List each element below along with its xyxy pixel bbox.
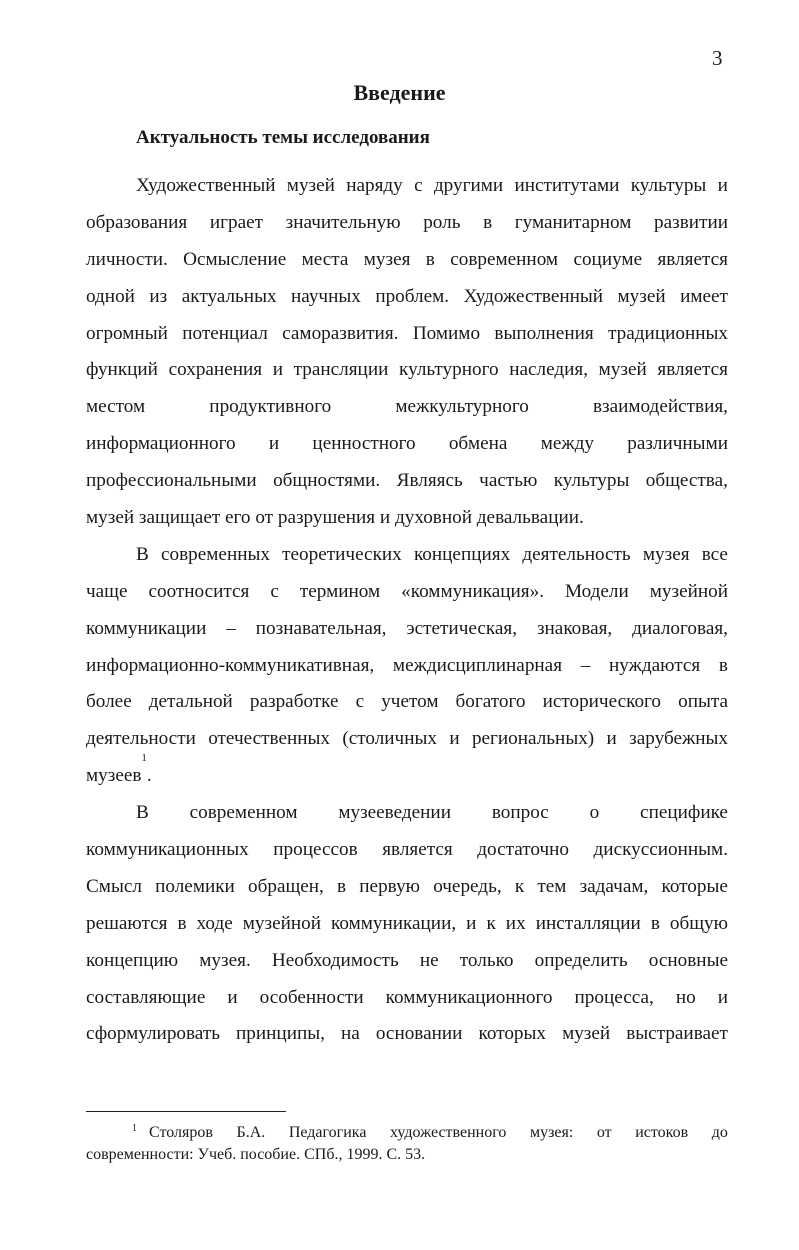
word: процесса, (574, 986, 654, 1008)
text-line (86, 869, 728, 906)
word: информационного (86, 433, 236, 455)
word: наряду (346, 175, 403, 196)
word: художественного (389, 1124, 507, 1141)
word: музей (286, 175, 335, 196)
word: учетом (381, 691, 439, 713)
word: Необходимость (271, 949, 399, 971)
word: (столичных (342, 728, 437, 750)
word: очередь, (433, 875, 502, 897)
footnote-text: современности: Учеб. пособие. СПб., 1999. С. 53. (86, 1146, 426, 1163)
text-line (86, 426, 728, 463)
word: в (177, 912, 187, 934)
word: опыта (678, 691, 728, 713)
text-line (86, 389, 728, 426)
footnote-start (132, 1122, 213, 1144)
word: деятельности (86, 728, 196, 750)
footnote-line (86, 1122, 728, 1144)
word: соотносится (148, 580, 250, 602)
word: особенности (259, 986, 364, 1008)
word: с (414, 175, 423, 196)
word: Художественный (463, 285, 604, 307)
word: на (341, 1023, 360, 1045)
word: развитии (654, 211, 728, 233)
word: в (718, 654, 728, 676)
word: частью (479, 470, 538, 492)
word: ходе (196, 912, 233, 934)
word: коммуникационного (385, 986, 553, 1008)
word: в (483, 211, 493, 233)
text-line (86, 1016, 728, 1053)
word: определить (534, 949, 628, 971)
text-line (86, 316, 728, 353)
word: музея (363, 248, 411, 270)
word: музейной (242, 912, 321, 934)
page-title: Введение (353, 80, 446, 105)
word: знаковая, (536, 617, 613, 639)
word: выполнения (494, 322, 594, 344)
text-line (86, 537, 728, 574)
paragraph-3 (86, 795, 728, 1053)
word: в (337, 875, 347, 897)
word: эстетическая, (406, 617, 518, 639)
text-line (86, 752, 728, 795)
word: и (606, 728, 617, 750)
word: другими (433, 175, 504, 196)
word: о (589, 802, 600, 824)
word: дискуссионным. (593, 839, 728, 861)
text-line (86, 168, 728, 205)
word: с (270, 580, 279, 602)
word: и (272, 359, 283, 381)
word: и (466, 912, 477, 934)
word: продуктивного (209, 396, 332, 418)
footnote-divider (86, 1111, 286, 1112)
footnote-line (86, 1144, 728, 1166)
word: но (675, 986, 696, 1008)
word: культуры (553, 470, 630, 492)
word: тем (537, 875, 567, 897)
word: зарубежных (629, 728, 728, 750)
word: музейной (649, 580, 728, 602)
word: региональных) (471, 728, 595, 750)
word: наследия, (509, 359, 589, 381)
word: Модели (565, 580, 629, 602)
footnote (86, 1122, 728, 1166)
word: музея: (529, 1124, 574, 1141)
word: общностями. (273, 470, 381, 492)
body-text (86, 168, 728, 1053)
footnote-reference[interactable]: 1 (141, 752, 147, 765)
text-line (86, 980, 728, 1017)
word: функций (86, 359, 158, 381)
text-line (86, 906, 728, 943)
word: в (650, 912, 660, 934)
text-line (86, 352, 728, 389)
word: достаточно (477, 839, 569, 861)
word: от (596, 1124, 612, 1141)
word: не (419, 949, 439, 971)
word: выстраивает (626, 1023, 728, 1045)
word: личности. (86, 248, 168, 270)
word: специфике (640, 802, 728, 824)
word: Столяров (149, 1124, 213, 1141)
word: концепциях (413, 543, 511, 565)
word: коммуникации, (331, 912, 457, 934)
word: полемики (155, 875, 235, 897)
word: основании (375, 1023, 463, 1045)
word: из (149, 285, 168, 307)
word: огромный (86, 322, 168, 344)
word: Художественный (136, 175, 276, 196)
text-line (86, 500, 728, 537)
text-line (86, 574, 728, 611)
word: актуальных (181, 285, 277, 307)
word: с (355, 691, 365, 713)
word: до (711, 1124, 728, 1141)
word: решаются (86, 912, 168, 934)
word: Смысл (86, 875, 142, 897)
text-line (86, 242, 728, 279)
word: обмена (448, 433, 508, 455)
word: истоков (635, 1124, 689, 1141)
word: чаще (86, 580, 128, 602)
word: места (301, 248, 349, 270)
word: составляющие (86, 986, 206, 1008)
word: музей (598, 359, 647, 381)
word: музея (642, 543, 690, 565)
word: играет (209, 211, 263, 233)
word: первую (359, 875, 420, 897)
word: музей (562, 1023, 611, 1045)
word: деятельность (522, 543, 631, 565)
word: термином (299, 580, 381, 602)
word: богатого (455, 691, 526, 713)
text-line (86, 463, 728, 500)
word: В (136, 802, 149, 824)
word: является (657, 248, 728, 270)
word: диалоговая, (632, 617, 728, 639)
line-text: музей защищает его от разрушения и духовной девальвации. (86, 507, 584, 529)
word: вопрос (491, 802, 549, 824)
word: между (540, 433, 594, 455)
word: нуждаются (609, 654, 701, 676)
word: обращен, (248, 875, 324, 897)
word: гуманитарном (514, 211, 632, 233)
word: проблем. (375, 285, 450, 307)
word: потенциал (182, 322, 268, 344)
word: межкультурного (395, 396, 529, 418)
word: и (717, 986, 728, 1008)
word: является (657, 359, 728, 381)
word: коммуникационных (86, 839, 249, 861)
word: Педагогика (288, 1124, 367, 1141)
word: и (449, 728, 460, 750)
word: общества, (645, 470, 728, 492)
paragraph-1 (86, 168, 728, 537)
word: Б.А. (236, 1124, 266, 1141)
text-line (86, 684, 728, 721)
word: Являясь (396, 470, 463, 492)
word: детальной (148, 691, 233, 713)
word: местом (86, 396, 146, 418)
word: принципы, (236, 1023, 325, 1045)
word: значительную (285, 211, 401, 233)
word: к (486, 912, 496, 934)
word: исторического (542, 691, 662, 713)
word: коммуникации (86, 617, 207, 639)
word: В (136, 543, 149, 565)
word: научных (291, 285, 361, 307)
word: институтами (514, 175, 620, 196)
word: процессов (273, 839, 358, 861)
word: которых (478, 1023, 546, 1045)
word: их (505, 912, 526, 934)
word: современных (161, 543, 270, 565)
section-subtitle: Актуальность темы исследования (136, 127, 430, 148)
text-line (86, 648, 728, 685)
word: теоретических (282, 543, 402, 565)
word: только (459, 949, 514, 971)
word: саморазвития. (282, 322, 399, 344)
word: познавательная, (255, 617, 387, 639)
word: задачам, (579, 875, 649, 897)
word: трансляции (293, 359, 389, 381)
word: информационно-коммуникативная, (86, 654, 375, 676)
word: инсталляции (535, 912, 641, 934)
word: общую (669, 912, 728, 934)
line-text: музеев (86, 765, 142, 787)
word: ценностного (312, 433, 416, 455)
word: роль (423, 211, 461, 233)
word: современном (189, 802, 298, 824)
word: современном (450, 248, 559, 270)
word: сформулировать (86, 1023, 220, 1045)
word: культуры (630, 175, 707, 196)
text-line (86, 611, 728, 648)
word: различными (627, 433, 728, 455)
line-end: . (146, 765, 152, 787)
word: Осмысление (183, 248, 287, 270)
word: концепцию (86, 949, 179, 971)
word: Помимо (412, 322, 481, 344)
word: – (580, 654, 591, 676)
word: и (268, 433, 280, 455)
word: музееведении (338, 802, 451, 824)
word: традиционных (608, 322, 728, 344)
text-line (86, 205, 728, 242)
word: культурного (399, 359, 499, 381)
word: более (86, 691, 132, 713)
word: имеет (680, 285, 728, 307)
word: – (226, 617, 236, 639)
word: музей (617, 285, 666, 307)
word: к (514, 875, 525, 897)
word: взаимодействия, (592, 396, 728, 418)
word: в (425, 248, 435, 270)
word: отечественных (208, 728, 330, 750)
footnote-marker: 1 (132, 1123, 137, 1134)
text-line (86, 795, 728, 832)
text-line (86, 832, 728, 869)
word: все (701, 543, 728, 565)
word: профессиональными (86, 470, 257, 492)
text-line (86, 721, 728, 758)
word: образования (86, 211, 188, 233)
word: и (717, 175, 728, 196)
word: социуме (573, 248, 643, 270)
text-line (86, 943, 728, 980)
word: музея. (199, 949, 251, 971)
page-number: 3 (712, 46, 723, 70)
word: междисциплинарная (392, 654, 563, 676)
word: которые (661, 875, 728, 897)
word: одной (86, 285, 135, 307)
paragraph-2 (86, 537, 728, 795)
word: сохранения (168, 359, 263, 381)
word: и (227, 986, 238, 1008)
word: разработке (249, 691, 339, 713)
word: «коммуникация». (401, 580, 545, 602)
word: является (382, 839, 453, 861)
word: основные (648, 949, 728, 971)
text-line (86, 279, 728, 316)
